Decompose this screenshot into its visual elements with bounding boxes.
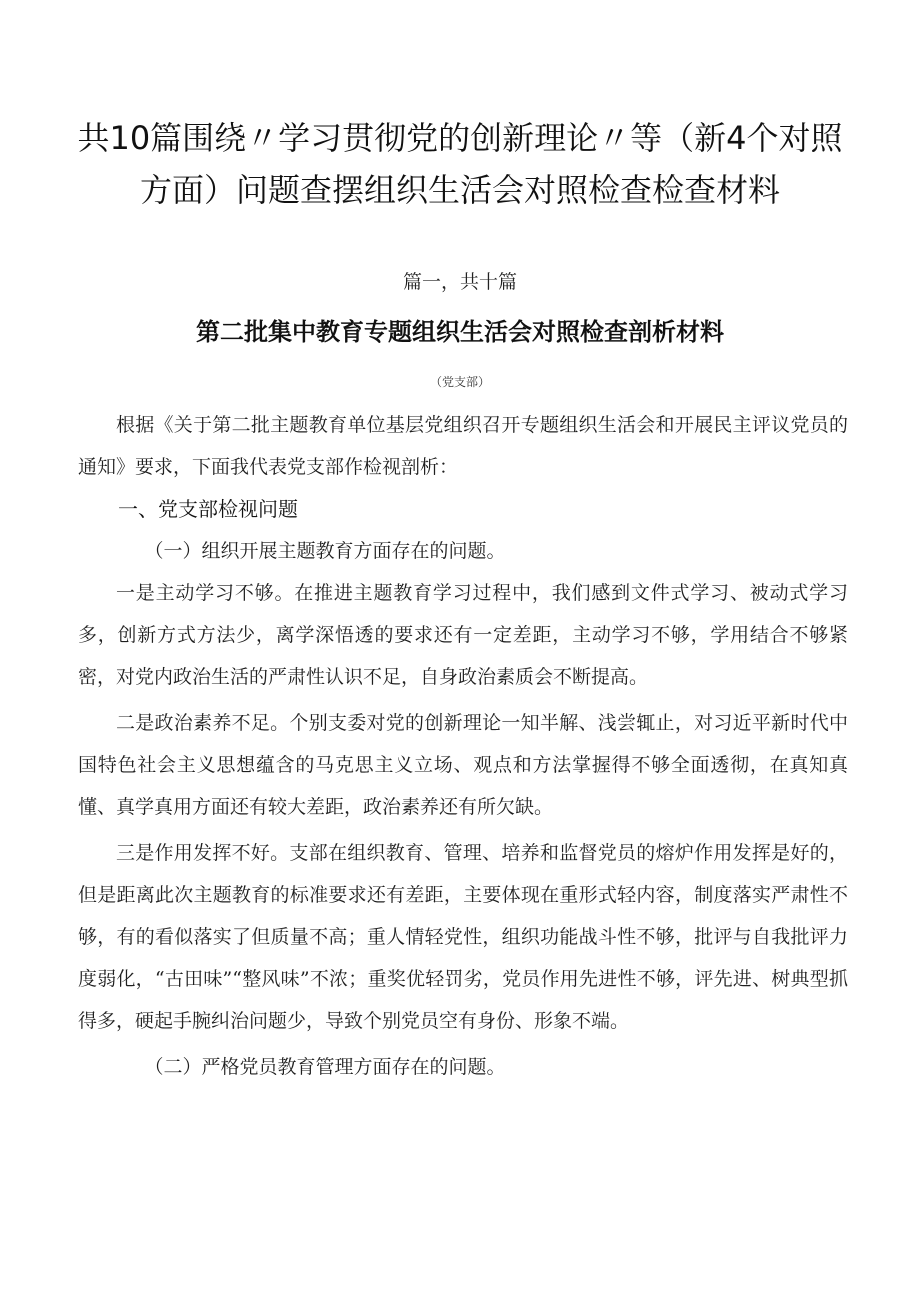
section-heading-1: 一、党支部检视问题 bbox=[118, 497, 298, 521]
document-body bbox=[78, 404, 848, 1088]
chapter-label: 篇一，共十篇 bbox=[402, 271, 517, 293]
subsection-heading-1: （一）组织开展主题教育方面存在的问题。 bbox=[144, 540, 506, 562]
article-title: 第二批集中教育专题组织生活会对照检查剖析材料 bbox=[196, 318, 724, 346]
paragraph-2: 二是政治素养不足。个别支委对党的创新理论一知半解、浅尝辄止，对习近平新时代中国特色社会主义思想蕴含的马克思主义立场、观点和方法掌握得不够全面透彻，在真知真懂、真学真用方面还有较大差距，政治素养还有所欠缺。 bbox=[78, 712, 848, 818]
paragraph-3: 三是作用发挥不好。支部在组织教育、管理、培养和监督党员的熔炉作用发挥是好的，但是距离此次主题教育的标准要求还有差距，主要体现在重形式轻内容，制度落实严肃性不够，有的看似落实了但质量不高；重人情轻党性，组织功能战斗性不够，批评与自我批评力度弱化，“古田味”“整风味”不浓；重奖优轻罚劣，党员作用先进性不够，评先进、树典型抓得多，硬起手腕纠治问题少，导致个别党员空有身份、形象不端。 bbox=[78, 842, 848, 1032]
document-title bbox=[60, 112, 860, 216]
intro-paragraph: 根据《关于第二批主题教育单位基层党组织召开专题组织生活会和开展民主评议党员的通知》要求，下面我代表党支部作检视剖析： bbox=[78, 414, 848, 478]
paragraph-1: 一是主动学习不够。在推进主题教育学习过程中，我们感到文件式学习、被动式学习多，创新方式方法少，离学深悟透的要求还有一定差距，主动学习不够，学用结合不够紧密，对党内政治生活的严肃性认识不足，自身政治素质会不断提高。 bbox=[78, 582, 848, 688]
unit-label: （党支部） bbox=[429, 375, 490, 389]
subsection-heading-2: （二）严格党员教育管理方面存在的问题。 bbox=[144, 1056, 506, 1078]
document-title-line-2: 方面）问题查摆组织生活会对照检查检查材料 bbox=[139, 171, 780, 209]
document-title-line-1: 共10篇围绕〃学习贯彻党的创新理论〃等（新4个对照 bbox=[77, 119, 843, 157]
